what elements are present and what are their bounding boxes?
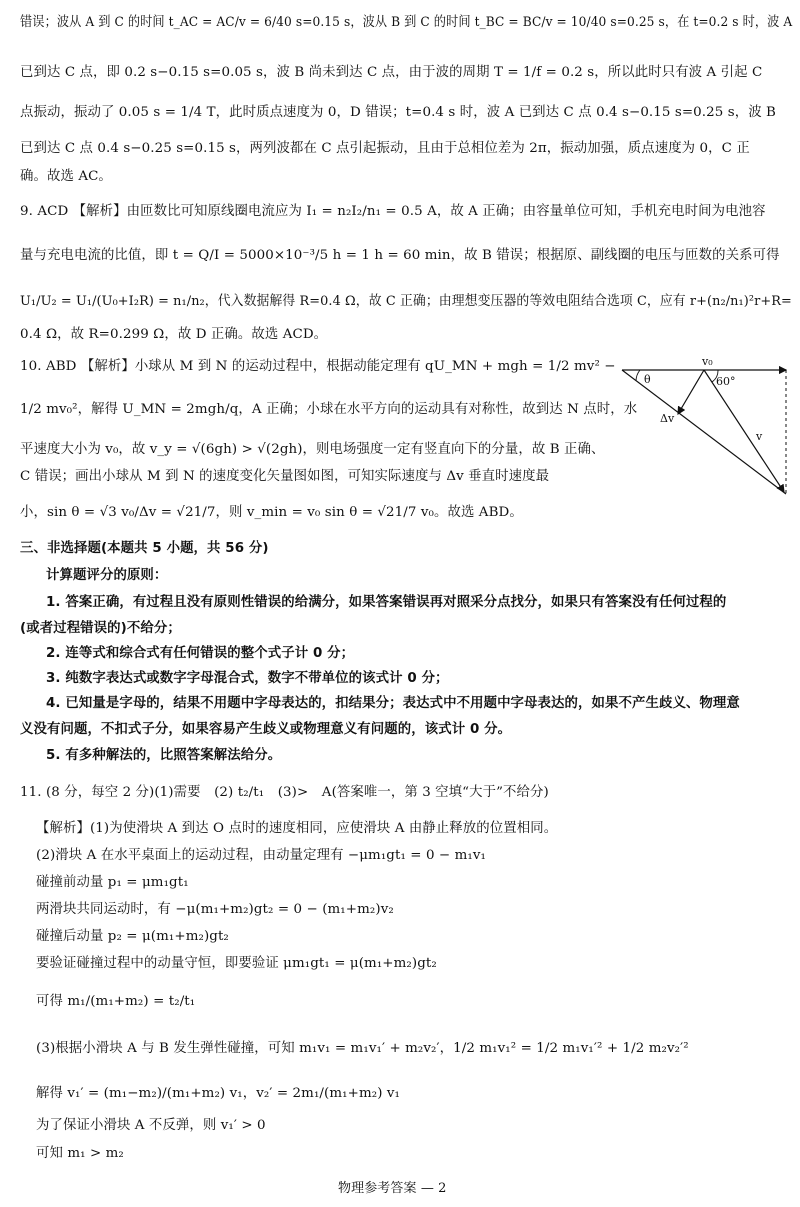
q11-analysis-1: 【解析】(1)为使滑块 A 到达 O 点时的速度相同，应使滑块 A 由静止释放的位置相同。: [36, 821, 558, 836]
q11-analysis-9: 解得 v₁′ = (m₁−m₂)/(m₁+m₂) v₁，v₂′ = 2m₁/(m₁+m₂) v₁: [36, 1086, 401, 1101]
grading-title: 计算题评分的原则：: [46, 568, 168, 583]
velocity-vector-diagram: [618, 356, 793, 506]
grading-rule-3: 3. 纯数字表达式或数字字母混合式，数字不带单位的该式计 0 分；: [46, 671, 449, 686]
q9-line-3: U₁/U₂ = U₁/(U₀+I₂R) = n₁/n₂，代入数据解得 R=0.4 Ω，故 C 正确；由理想变压器的等效电阻结合选项 C，应有 r+(n₂/n₁)²r+R=: [20, 294, 792, 309]
q11-analysis-11: 可知 m₁ > m₂: [36, 1146, 124, 1161]
text-line-1: 错误；波从 A 到 C 的时间 t_AC = AC/v = 6/40 s=0.15 s，波从 B 到 C 的时间 t_BC = BC/v = 10/40 s=0.25 s，在 t=0.2 s 时，波 A: [20, 15, 793, 30]
q10-line-5: 小，sin θ = √3 v₀/Δv = √21/7，则 v_min = v₀ sin θ = √21/7 v₀。故选 ABD。: [20, 505, 523, 520]
grading-rule-1: 1. 答案正确，有过程且没有原则性错误的给满分，如果答案错误再对照采分点找分，如果只有答案没有任何过程的: [46, 595, 727, 610]
q10-line-4: C 错误；画出小球从 M 到 N 的速度变化矢量图如图，可知实际速度与 Δv 垂直时速度最: [20, 469, 550, 484]
text-line-5: 确。故选 AC。: [20, 169, 112, 184]
q11-analysis-2: (2)滑块 A 在水平桌面上的运动过程，由动量定理有 −μm₁gt₁ = 0 − m₁v₁: [36, 848, 487, 863]
grading-rule-1-cont: (或者过程错误的)不给分；: [20, 621, 181, 636]
text-line-3: 点振动，振动了 0.05 s = 1/4 T，此时质点速度为 0，D 错误；t=0.4 s 时，波 A 已到达 C 点 0.4 s−0.15 s=0.25 s，波 B: [20, 105, 777, 120]
grading-rule-2: 2. 连等式和综合式有任何错误的整个式子计 0 分；: [46, 646, 355, 661]
v-vector: [704, 370, 784, 492]
q11-analysis-5: 碰撞后动量 p₂ = μ(m₁+m₂)gt₂: [36, 929, 229, 944]
theta-label: θ: [644, 373, 651, 386]
q11-analysis-7: 可得 m₁/(m₁+m₂) = t₂/t₁: [36, 994, 196, 1009]
grading-rule-4: 4. 已知量是字母的，结果不用题中字母表达的，扣结果分；表达式中不用题中字母表达的，如果不产生歧义、物理意: [46, 696, 740, 711]
v-label: v: [756, 430, 763, 443]
grading-rule-4-cont: 义没有问题，不扣式子分，如果容易产生歧义或物理意义有问题的，该式计 0 分。: [20, 722, 512, 737]
q10-line-3: 平速度大小为 v₀，故 v_y = √(6gh) > √(2gh)，则电场强度一定有竖直向下的分量，故 B 正确、: [20, 442, 605, 457]
text-line-4: 已到达 C 点 0.4 s−0.25 s=0.15 s，两列波都在 C 点引起振动，且由于总相位差为 2π，振动加强，质点速度为 0，C 正: [20, 141, 750, 156]
q9-line-2: 量与充电电流的比值，即 t = Q/I = 5000×10⁻³/5 h = 1 h = 60 min，故 B 错误；根据原、副线圈的电压与匝数的关系可得: [20, 248, 780, 263]
q11-analysis-10: 为了保证小滑块 A 不反弹，则 v₁′ > 0: [36, 1118, 266, 1133]
min-velocity-vector: [678, 370, 704, 414]
page-footer: 物理参考答案 — 2: [338, 1181, 447, 1196]
q11-answer: 11. (8 分，每空 2 分)(1)需要 (2) t₂/t₁ (3)> A(答案唯一，第 3 空填“大于”不给分): [20, 785, 549, 800]
v0-label: v₀: [702, 356, 713, 368]
q9-line-4: 0.4 Ω，故 R=0.299 Ω，故 D 正确。故选 ACD。: [20, 327, 328, 342]
q11-analysis-3: 碰撞前动量 p₁ = μm₁gt₁: [36, 875, 189, 890]
section-heading: 三、非选择题(本题共 5 小题，共 56 分): [20, 541, 269, 556]
text-line-2: 已到达 C 点，即 0.2 s−0.15 s=0.05 s，波 B 尚未到达 C 点，由于波的周期 T = 1/f = 0.2 s，所以此时只有波 A 引起 C: [20, 65, 763, 80]
q9-line-1: 9. ACD 【解析】由匝数比可知原线圈电流应为 I₁ = n₂I₂/n₁ = 0.5 A，故 A 正确；由容量单位可知，手机充电时间为电池容: [20, 204, 766, 219]
theta-arc: [636, 370, 640, 381]
q11-analysis-4: 两滑块共同运动时，有 −μ(m₁+m₂)gt₂ = 0 − (m₁+m₂)v₂: [36, 902, 394, 917]
q11-analysis-6: 要验证碰撞过程中的动量守恒，即要验证 μm₁gt₁ = μ(m₁+m₂)gt₂: [36, 956, 437, 971]
angle-60-label: 60°: [716, 375, 736, 388]
grading-rule-5: 5. 有多种解法的，比照答案解法给分。: [46, 748, 282, 763]
q11-analysis-8: (3)根据小滑块 A 与 B 发生弹性碰撞，可知 m₁v₁ = m₁v₁′ + m₂v₂′，1/2 m₁v₁² = 1/2 m₁v₁′² + 1/2 m₂v₂′²: [36, 1041, 689, 1056]
q10-line-1: 10. ABD 【解析】小球从 M 到 N 的运动过程中，根据动能定理有 qU_MN + mgh = 1/2 mv² −: [20, 359, 616, 374]
q10-line-2: 1/2 mv₀²，解得 U_MN = 2mgh/q，A 正确；小球在水平方向的运动具有对称性，故到达 N 点时，水: [20, 402, 638, 417]
dv-label: Δv: [660, 412, 675, 425]
